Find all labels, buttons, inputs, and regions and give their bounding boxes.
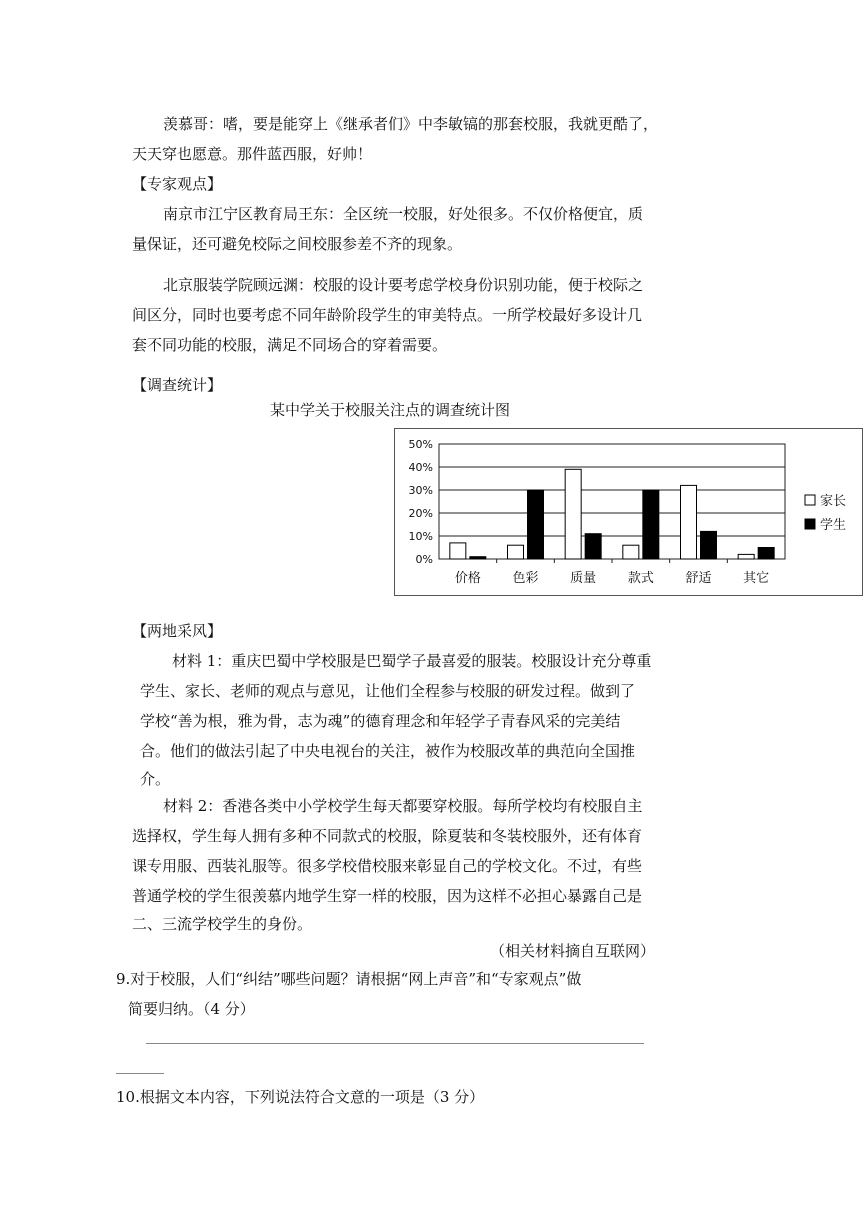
material1-line-2: 学生、家长、老师的观点与意见，让他们全程参与校服的研发过程。做到了	[140, 682, 636, 700]
expert-para2-line-2: 间区分，同时也要考虑不同年龄阶段学生的审美特点。一所学校最好多设计几	[132, 306, 643, 324]
question-9-line-1: 9.对于校服，人们“纠结”哪些问题？请根据“网上声音”和“专家观点”做	[116, 970, 582, 988]
y-tick-label: 40%	[408, 461, 433, 474]
survey-bar-chart	[394, 428, 863, 596]
bar-parents	[508, 545, 524, 559]
material1-line-4: 合。他们的做法引起了中央电视台的关注，被作为校服改革的典范向全国推	[140, 742, 636, 760]
y-tick-label: 50%	[408, 438, 433, 451]
bar-students	[758, 548, 774, 560]
material1-line-5: 介。	[140, 770, 171, 788]
y-tick-label: 0%	[415, 553, 433, 566]
answer-line[interactable]	[146, 1043, 644, 1044]
material2-line-2: 选择权，学生每人拥有多种不同款式的校服，除夏装和冬装校服外，还有体育	[132, 827, 643, 845]
x-tick-label: 款式	[627, 571, 654, 586]
material1-line-3: 学校“善为根，雅为骨，志为魂”的德育理念和年轻学子青春风采的完美结	[140, 712, 621, 730]
x-tick-label: 舒适	[685, 571, 712, 586]
bar-parents	[738, 554, 754, 559]
expert-para2-line-1: 北京服装学院顾远渊：校服的设计要考虑学校身份识别功能，便于校际之	[163, 276, 644, 294]
bar-parents	[565, 469, 581, 559]
question-10: 10.根据文本内容，下列说法符合文意的一项是（3 分）	[116, 1088, 485, 1106]
legend-swatch	[805, 495, 815, 505]
legend-label: 学生	[820, 518, 847, 533]
expert-para1-line-1: 南京市江宁区教育局王东：全区统一校服，好处很多。不仅价格便宜，质	[163, 205, 644, 223]
bar-students	[470, 557, 486, 559]
material1-line-1: 材料 1：重庆巴蜀中学校服是巴蜀学子最喜爱的服装。校服设计充分尊重	[172, 652, 652, 670]
y-tick-label: 10%	[408, 530, 433, 543]
bar-parents	[450, 543, 466, 559]
source-note: （相关材料摘自互联网）	[490, 942, 656, 960]
x-tick-label: 质量	[570, 571, 597, 586]
y-tick-label: 30%	[408, 484, 433, 497]
plot-frame	[439, 444, 785, 559]
expert-para2-line-3: 套不同功能的校服，满足不同场合的穿着需要。	[132, 336, 448, 354]
two-places-heading: 【两地采风】	[132, 622, 223, 640]
material2-line-4: 普通学校的学生很羡慕内地学生穿一样的校服，因为这样不必担心暴露自己是	[132, 887, 643, 905]
y-tick-label: 20%	[408, 507, 433, 520]
material2-line-5: 二、三流学校学生的身份。	[132, 915, 313, 933]
envy-line-1: 羡慕哥：嗜，要是能穿上《继承者们》中李敏镐的那套校服，我就更酷了，	[163, 115, 659, 133]
bar-parents	[681, 485, 697, 559]
bar-parents	[623, 545, 639, 559]
x-tick-label: 色彩	[512, 571, 539, 586]
x-tick-label: 价格	[454, 571, 481, 586]
chart-svg	[395, 429, 862, 595]
bar-students	[701, 531, 717, 559]
material2-line-3: 课专用服、西装礼服等。很多学校借校服来彰显自己的学校文化。不过，有些	[132, 857, 643, 875]
expert-heading: 【专家观点】	[132, 175, 223, 193]
legend-swatch	[805, 519, 815, 529]
bar-students	[528, 490, 544, 559]
answer-line-continued[interactable]	[116, 1073, 164, 1074]
x-tick-label: 其它	[743, 571, 770, 586]
bar-students	[585, 534, 601, 559]
expert-para1-line-2: 量保证，还可避免校际之间校服参差不齐的现象。	[132, 235, 463, 253]
envy-line-2: 天天穿也愿意。那件蓝西服，好帅！	[132, 145, 373, 163]
legend-label: 家长	[820, 494, 847, 509]
survey-heading: 【调查统计】	[132, 376, 223, 394]
question-9-line-2: 简要归纳。（4 分）	[128, 1000, 255, 1018]
chart-title: 某中学关于校服关注点的调查统计图	[270, 401, 511, 419]
material2-line-1: 材料 2：香港各类中小学校学生每天都要穿校服。每所学校均有校服自主	[163, 797, 643, 815]
bar-students	[643, 490, 659, 559]
